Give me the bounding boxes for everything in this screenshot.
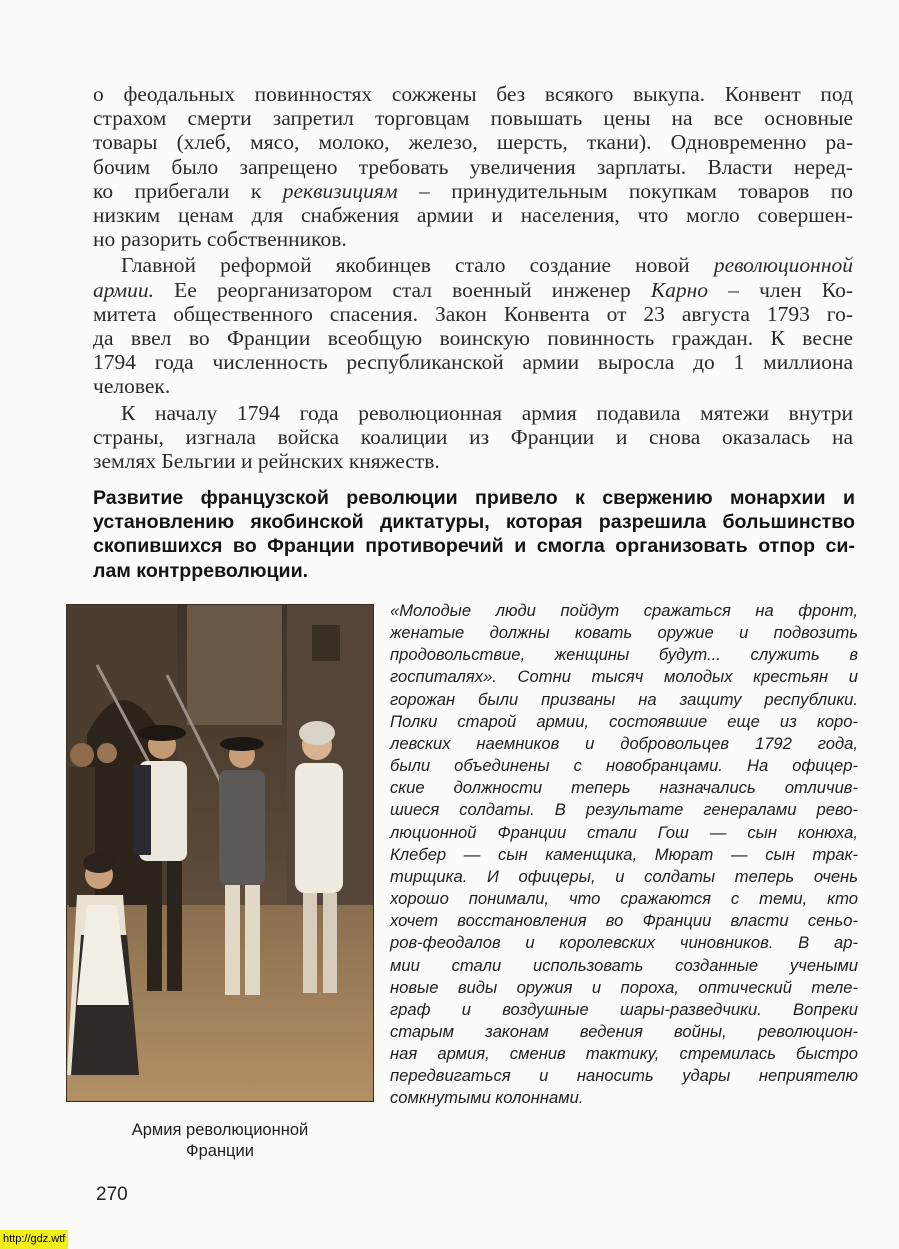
text-line: землях Бельгии и рейнских княжеств. (93, 449, 440, 474)
text-segment: – принудительным покупкам товаров по (397, 178, 853, 203)
text-segment: Главной реформой якобинцев стало создание новой (121, 253, 714, 278)
quote-line: Полки старой армии, состоявшие еще из коро- (390, 711, 858, 731)
quote-line: левских наемников и добровольцев 1792 года, (390, 733, 858, 753)
text-line (93, 253, 853, 277)
text-line: митета общественного спасения. Закон Конвента от 23 августа 1793 го- (93, 301, 853, 326)
name-carnot: Карно (650, 277, 709, 302)
paragraph-revolutionary-army (93, 253, 853, 398)
quote-column (390, 600, 858, 1110)
quote-line: старым законам ведения войны, революцион- (390, 1021, 858, 1041)
watermark-link[interactable]: http://gdz.wtf (0, 1230, 68, 1249)
summary-line: скопившихся во Франции противоречий и смогла организовать отпор си- (93, 535, 855, 558)
quote-line: женатые должны ковать оружие и подвозить (390, 623, 858, 643)
text-line: да ввел во Франции всеобщую воинскую повинность граждан. К весне (93, 326, 853, 351)
text-line: страны, изгнала войска коалиции из Франции и снова оказалась на (93, 424, 853, 449)
quote-line: горожан были призваны на защиту республики. (390, 689, 858, 709)
quote-line: были объединены с новобранцами. На офицер- (390, 756, 858, 776)
summary-line: установлению якобинской диктатуры, которая разрешила большинство (93, 511, 855, 534)
bold-summary (93, 486, 855, 583)
text-line (93, 278, 853, 302)
page-number: 270 (96, 1184, 128, 1205)
quote-line: ские должности теперь назначались отличив- (390, 778, 858, 798)
painting-art (67, 605, 373, 1101)
text-line: товары (хлеб, мясо, молоко, железо, шерсть, ткани). Одновременно ра- (93, 130, 853, 155)
text-line: К началу 1794 года революционная армия подавила мятежи внутри (121, 400, 853, 425)
text-line: страхом смерти запретил торговцам повышать цены на все основные (93, 106, 853, 131)
quote-line: новые виды оружия и пороха, оптический теле- (390, 977, 858, 997)
quote-line: продовольствие, женщины будут... служить в (390, 645, 858, 665)
quote-line: мии стали использовать созданные учеными (390, 955, 858, 975)
quote-line: ров-феодалов и королевских чиновников. В ар- (390, 933, 858, 953)
quote-line: люционной Франции стали Гош — сын конюха, (390, 822, 858, 842)
caption-line: Франции (186, 1142, 254, 1160)
text-segment: – член Ко- (708, 277, 853, 302)
text-line: о феодальных повинностях сожжены без всякого выкупа. Конвент под (93, 82, 853, 106)
quote-line: хорошо понимали, что сражаются с теми, кто (390, 889, 858, 909)
summary-line: лам контрреволюции. (93, 559, 309, 582)
figure-caption (86, 1120, 354, 1162)
quote-line: Клебер — сын каменщика, Мюрат — сын трак- (390, 844, 858, 864)
quote-line: «Молодые люди пойдут сражаться на фронт, (390, 601, 858, 620)
term-army: армии. (93, 277, 155, 302)
text-segment: Ее реорганизатором стал военный инженер (154, 277, 651, 302)
text-line: низким ценам для снабжения армии и населения, что могло совершен- (93, 203, 853, 228)
text-line: бочим было запрещено требовать увеличения зарплаты. Власти неред- (93, 154, 853, 179)
quote-line: шиеся солдаты. В результате генералами рево- (390, 800, 858, 820)
quote-line: передвигаться и наносить удары неприятелю (390, 1066, 858, 1086)
quote-line: ная армия, сменив тактику, стремилась быстро (390, 1044, 858, 1064)
main-text (93, 82, 853, 473)
term-requisitions: реквизициям (282, 178, 398, 203)
caption-line: Армия революционной (131, 1121, 309, 1139)
text-line: 1794 года численность республиканской армии выросла до 1 миллиона (93, 350, 853, 375)
paragraph-1794 (93, 401, 853, 474)
quote-line: госпиталях». Сотни тысяч молодых крестьян и (390, 667, 858, 687)
text-line: но разорить собственников. (93, 227, 347, 252)
summary-line: Развитие французской революции привело к свержению монархии и (93, 487, 855, 509)
term-revolutionary: революционной (713, 253, 853, 278)
text-segment: ко прибегали к (93, 178, 283, 203)
quote-line: граф и воздушные шары-разведчики. Вопреки (390, 999, 858, 1019)
quote-line: тирщика. И офицеры, и солдаты теперь очень (390, 866, 858, 886)
quote-line: хочет восстановления во Франции власти сеньо- (390, 911, 858, 931)
quote-line: сомкнутыми колоннами. (390, 1088, 584, 1108)
painting-army-illustration (66, 604, 374, 1102)
text-line (93, 179, 853, 203)
paragraph-requisitions (93, 82, 853, 251)
text-line: человек. (93, 374, 171, 399)
